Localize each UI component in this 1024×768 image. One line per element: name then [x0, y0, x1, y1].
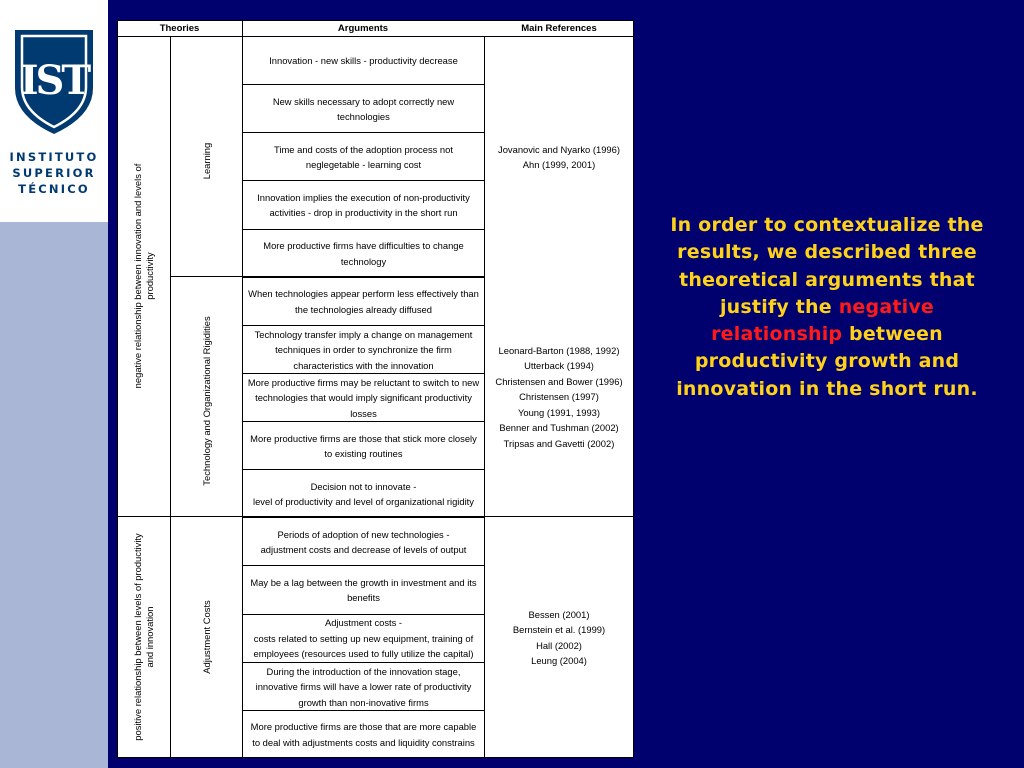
logo-line-1: INSTITUTO: [9, 150, 99, 164]
relationship-negative: negative relationship between innovation and levels of productivity: [132, 163, 155, 389]
theory-organizational-rigidities: Technology and Organizational Rigidities: [201, 316, 212, 486]
message-text-before: In order to contextualize the results, we described three theoretical arguments that justify the: [670, 214, 984, 318]
argument-cell: New skills necessary to adopt correctly new technologies: [272, 95, 455, 123]
relationship-positive: positive relationship between levels of productivity and innovation: [132, 533, 155, 741]
message-text-after: between productivity growth and innovation in the short run.: [676, 323, 978, 400]
argument-cell: Innovation implies the execution of non-productivity activities - drop in productivity in the short run: [257, 191, 470, 219]
message-highlight: negative relationship: [711, 295, 935, 346]
theory-learning: Learning: [201, 142, 212, 180]
logo-mark: IST: [19, 57, 89, 104]
argument-cell: Time and costs of the adoption process not neglegetable - learning cost: [274, 143, 453, 171]
argument-cell: Technology transfer imply a change on management techniques in order to synchronize the firm characteristics with the innovation: [254, 328, 473, 371]
summary-message: [668, 212, 986, 403]
header-arguments: Arguments: [337, 22, 389, 34]
argument-cell: Periods of adoption of new technologies - adjustment costs and decrease of levels of output: [260, 528, 467, 556]
ist-shield-icon: [13, 28, 95, 136]
theory-adjustment-costs: Adjustment Costs: [201, 600, 212, 674]
argument-cell: More productive firms may be reluctant to switch to new technologies that would imply significant productivity losses: [247, 376, 480, 419]
argument-cell: Adjustment costs - costs related to setting up new equipment, training of employees (resources used to fully utilize the capital): [253, 617, 474, 660]
sidebar: [0, 0, 108, 768]
logo: [0, 0, 108, 222]
argument-cell: During the introduction of the innovation stage, innovative firms will have a lower rate of productivity growth than non-inovative firms: [255, 665, 472, 708]
argument-cell: Innovation - new skills - productivity decrease: [269, 55, 458, 67]
references-learning: Jovanovic and Nyarko (1996) Ahn (1999, 2001): [498, 143, 620, 170]
argument-cell: May be a lag between the growth in investment and its benefits: [250, 576, 477, 604]
argument-cell: More productive firms have difficulties to change technology: [263, 240, 464, 267]
references-organizational-rigidities: Leonard-Barton (1988, 1992) Utterback (1994) Christensen and Bower (1996) Christensen (1997) Young (1991, 1993) Benner and Tushman (2002) Tripsas and Gavetti (2002): [495, 344, 623, 449]
references-adjustment-costs: Bessen (2001) Bernstein et al. (1999) Hall (2002) Leung (2004): [512, 608, 606, 666]
argument-cell: More productive firms are those that stick more closely to existing routines: [250, 432, 477, 460]
logo-line-3: TÉCNICO: [18, 182, 90, 196]
header-theories: Theories: [159, 22, 200, 34]
argument-cell: Decision not to innovate - level of productivity and level of organizational rigidity: [253, 480, 474, 508]
header-main-references: Main References: [521, 22, 597, 34]
theories-table: [117, 20, 634, 758]
argument-cell: When technologies appear perform less effectively than the technologies already diffused: [248, 288, 479, 315]
argument-cell: More productive firms are those that are more capable to deal with adjustments costs and liquidity constrains: [250, 721, 477, 748]
logo-line-2: SUPERIOR: [12, 166, 96, 180]
